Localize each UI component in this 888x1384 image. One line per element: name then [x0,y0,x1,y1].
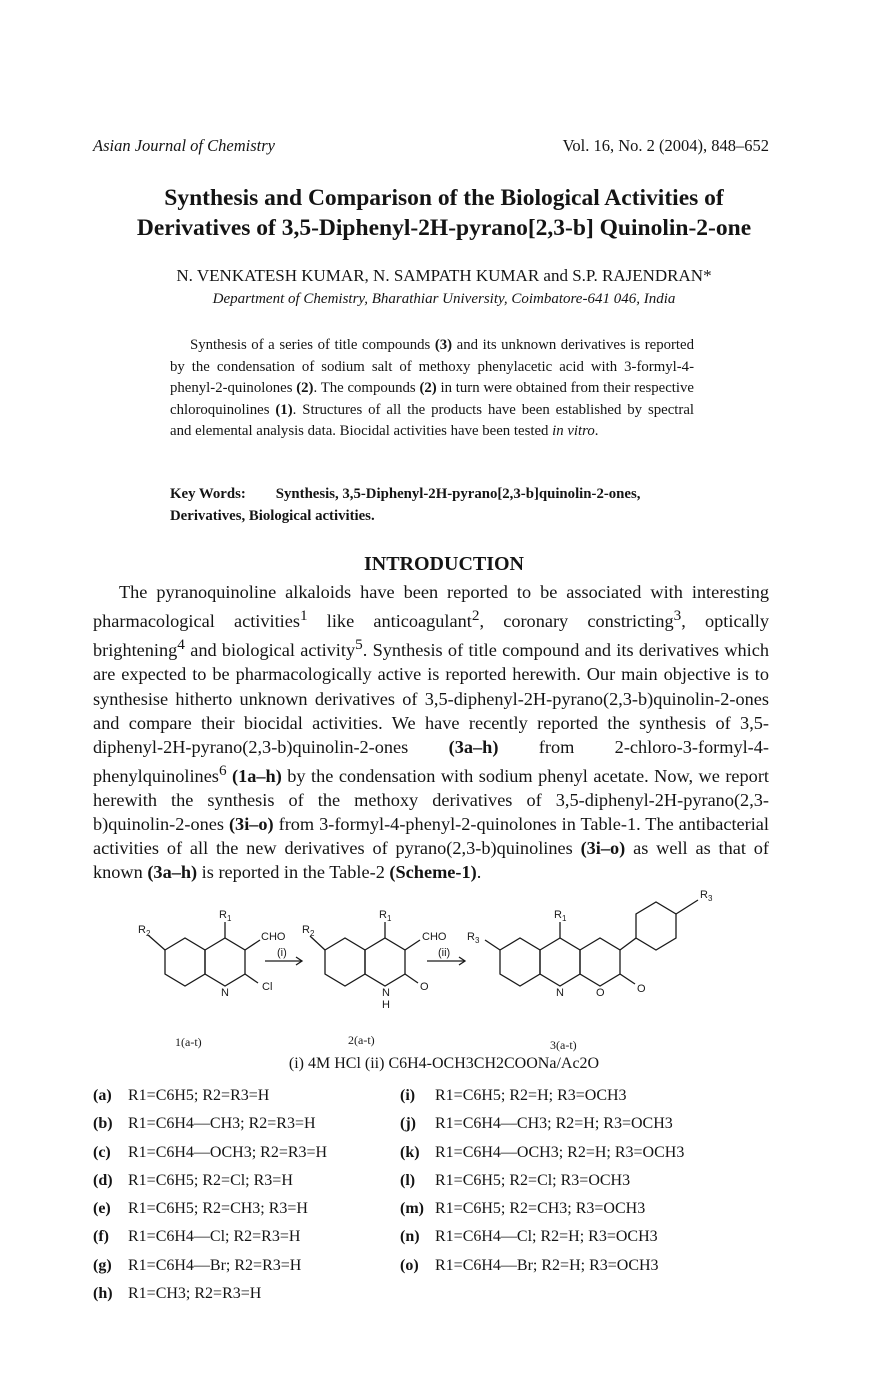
intro-text: and biological activity [184,640,356,661]
compound-definition [400,1082,684,1110]
title-line-2: Derivatives of 3,5-Diphenyl-2H-pyrano[2,3-b] Quinolin-2-one [136,215,752,241]
author-2-initials: N. S [373,266,404,285]
compound-label: (k) [400,1143,420,1161]
author-1-initials: N. V [176,266,210,285]
compound-substituents: R1=C6H4—Br; R2=R3=H [128,1256,302,1274]
compound-ref: (1) [275,401,293,418]
atom-label-r1: $R_1$ [379,909,392,923]
compound-substituents: R1=C6H4—CH3; R2=H; R3=OCH3 [435,1115,673,1133]
compound-list-right [400,1082,684,1280]
compound-label: (i) [400,1087,416,1104]
intro-text: . [476,862,482,883]
intro-text: . Synthesis of title compound and its derivatives which are expected to be pharmacologically active is reported herewith. Our main objective is to synthesise hitherto unknown derivatives of 3,5-diphenyl-2H-pyrano(2,3-b)quinolin-2-ones and compare their biocidal activities. We have recently reported the synthesis of 3,5-diphenyl-2H-pyrano(2,3-b)quinolin-2-ones [93,640,769,757]
compound-1-cho-bond [245,940,260,950]
compound-definition [93,1280,327,1308]
compound-3-pyridine-ring [540,938,580,986]
author-3-initials: S.P. R [572,266,614,285]
compound-definition [400,1195,684,1223]
intro-text: from 3-formyl-4-phenyl-2-quinolones in Table-1. The antibacterial activities of all the new derivatives of pyrano(2,3-b)quinolines [93,814,769,859]
intro-text: , coronary constricting [479,611,674,632]
scheme-structures [148,900,698,986]
compound-3-phenyl-bond [620,938,636,950]
compound-substituents: R1=C6H4—Cl; R2=R3=H [128,1228,301,1246]
compound-1-label: 1(a-t) [175,1035,202,1049]
atom-label-cho: CHO [261,931,286,943]
abstract-paragraph [170,335,694,443]
compound-definition [400,1223,684,1251]
compound-1-benzo-ring [165,938,205,986]
author-separator-2: and [539,266,573,285]
compound-label: (o) [400,1256,419,1274]
atom-label-cho: CHO [422,931,447,943]
compound-definition [93,1110,327,1138]
compound-2-carbonyl-bond [405,974,418,983]
atom-label-r1: $R_1$ [554,909,567,923]
compound-label: (n) [400,1228,420,1246]
introduction-paragraph [93,580,769,884]
compound-substituents: R1=C6H4—Cl; R2=H; R3=OCH3 [435,1228,658,1246]
compound-3-phenyl-ring [636,902,676,950]
compound-label: (h) [93,1285,113,1303]
compound-definition [93,1167,327,1195]
compound-2-r2-bond [310,936,325,950]
reaction-conditions: (i) 4M HCl (ii) C6H4-OCH3CH2COONa/Ac2O [288,1055,600,1072]
compound-3-r3-bond [676,900,698,914]
compound-substituents: R1=C6H4—CH3; R2=R3=H [128,1115,316,1133]
author-2-surname: UMAR [488,266,540,285]
step-1-label: (i) [277,947,287,959]
compound-ref: (2) [296,380,314,396]
author-1-name: ENKATESH [209,266,302,285]
citation-ref: 2 [471,607,480,625]
author-2-name: AMPATH [403,266,476,285]
intro-text: , optically brightening [93,611,769,661]
atom-label-r3: $R_3$ [700,889,713,903]
citation-ref: 6 [218,761,227,779]
author-2-k: K [475,266,489,285]
abstract-text: . [594,423,599,439]
atom-label-h: H [382,999,390,1011]
scheme-labels [138,889,713,1052]
reaction-scheme [130,888,770,1058]
compound-definition [93,1195,327,1223]
compound-list-left [93,1082,327,1308]
journal-name: Asian Journal of Chemistry [93,136,275,155]
compound-label: (c) [93,1143,111,1161]
running-head [93,136,769,158]
intro-text: as well as that of known [93,838,770,883]
compound-3-label: 3(a-t) [550,1038,577,1052]
compound-ref: (2) [419,380,437,396]
citation-ref: 4 [177,636,185,654]
compound-ref: (3) [434,337,453,353]
keywords-label: Key Words: [170,486,246,502]
atom-label-carbonyl-o: O [637,983,646,995]
atom-label-r1: $R_1$ [219,909,232,923]
compound-ref: (3i–o) [580,838,626,859]
intro-text: by the condensation with sodium phenyl acetate. Now, we report herewith the synthesis of the methoxy derivatives of 3,5-diphenyl-2H-pyrano(2,3-b)quinolin-2-ones [93,765,769,835]
abstract-text: in turn were obtained from their respective chloroquinolines [170,380,694,418]
compound-substituents: R1=CH3; R2=R3=H [128,1285,262,1303]
abstract-text: . Structures of all the products have been established by spectral and elemental analysis data. Biocidal activities have been tested [170,401,694,439]
introduction-body [93,580,769,884]
atom-label-ring-o: O [596,987,605,999]
compound-definition [93,1252,327,1280]
compound-definition [93,1082,327,1110]
affiliation: Department of Chemistry, Bharathiar University, Coimbatore-641 046, India [212,291,676,307]
compound-definition [400,1139,684,1167]
compound-2-pyridone-ring [365,938,405,986]
compound-label: (a) [93,1087,112,1104]
article-title [60,183,828,243]
compound-3-benzo-ring [500,938,540,986]
atom-label-r3-left: $R_3$ [467,931,480,945]
keywords-text: Synthesis, 3,5-Diphenyl-2H-pyrano[2,3-b]quinolin-2-ones, Derivatives, Biological activities. [170,486,641,524]
compound-label: (b) [93,1115,113,1133]
author-list [60,265,828,287]
compound-2-label: 2(a-t) [348,1033,375,1047]
compound-label: (d) [93,1171,113,1189]
atom-label-r2: $R_2$ [138,924,151,938]
scheme-ref: (Scheme-1) [389,862,477,883]
compound-label: (f) [93,1228,109,1246]
compound-1-pyridine-ring [205,938,245,986]
author-1-k: K [301,266,314,285]
compound-definition [400,1110,684,1138]
section-heading: INTRODUCTION [363,553,525,575]
intro-text: is reported in the Table-2 [197,862,390,883]
intro-text: like anticoagulant [307,611,472,632]
intro-text: The pyranoquinoline alkaloids have been reported to be associated with interesting pharmacological activities [93,582,769,632]
compound-substituents: R1=C6H4—OCH3; R2=H; R3=OCH3 [435,1143,685,1161]
compound-label: (e) [93,1200,111,1218]
author-3-surname: AJENDRAN [613,266,704,285]
atom-label-n: N [221,987,229,999]
compound-ref: (3a–h) [147,862,198,883]
compound-ref: (3i–o) [228,814,274,835]
compound-ref: (3a–h) [448,736,499,757]
compound-label: (l) [400,1171,416,1189]
atom-label-cl: Cl [262,981,273,993]
compound-label: (g) [93,1256,112,1274]
compound-substituents: R1=C6H5; R2=Cl; R3=H [128,1171,293,1189]
abstract [170,335,694,443]
compound-2-cho-bond [405,940,420,950]
volume-info: Vol. 16, No. 2 (2004), 848–652 [562,136,769,155]
compound-3-pyranone-ring [580,938,620,986]
atom-label-o: O [420,981,429,993]
compound-substituents: R1=C6H5; R2=H; R3=OCH3 [435,1087,627,1104]
compound-substituents: R1=C6H4—Br; R2=H; R3=OCH3 [435,1256,659,1274]
citation-ref: 1 [299,607,308,625]
compound-1-cl-bond [245,974,258,983]
title-line-1: Synthesis and Comparison of the Biological Activities of [164,185,724,211]
compound-substituents: R1=C6H5; R2=CH3; R3=OCH3 [435,1200,646,1218]
compound-label: (j) [400,1115,416,1133]
atom-label-r2: $R_2$ [302,924,315,938]
author-separator-1: , [364,266,374,285]
compound-3-r2-bond [485,940,500,950]
author-1-surname: UMAR [313,266,365,285]
compound-2-benzo-ring [325,938,365,986]
abstract-italic: in vitro [552,423,595,439]
citation-ref: 3 [673,607,682,625]
compound-1-r2-bond [148,935,165,950]
compound-3-carbonyl-bond [620,974,635,984]
keywords [170,484,694,527]
citation-ref: 5 [355,636,363,654]
compound-definition [93,1223,327,1251]
compound-definition [400,1252,684,1280]
compound-label: (m) [400,1200,424,1218]
corresponding-author-mark: * [703,266,712,285]
compound-substituents: R1=C6H5; R2=R3=H [128,1087,270,1104]
atom-label-n: N [556,987,564,999]
compound-definition [93,1139,327,1167]
compound-substituents: R1=C6H5; R2=Cl; R3=OCH3 [435,1171,631,1189]
compound-definition [400,1167,684,1195]
step-2-label: (ii) [438,947,451,959]
compound-substituents: R1=C6H4—OCH3; R2=R3=H [128,1143,328,1161]
abstract-text: . The compounds [313,380,420,396]
compound-substituents: R1=C6H5; R2=CH3; R3=H [128,1200,308,1218]
abstract-text: and its unknown derivatives is reported by the condensation of sodium salt of methoxy phenylacetic acid with 3-formyl-4-phenyl-2-quinolones [170,337,695,396]
abstract-text: Synthesis of a series of title compounds [190,337,435,353]
compound-ref: (1a–h) [226,765,282,786]
intro-text: from 2-chloro-3-formyl-4-phenylquinolines [93,736,770,786]
atom-label-nh: N [382,987,390,999]
